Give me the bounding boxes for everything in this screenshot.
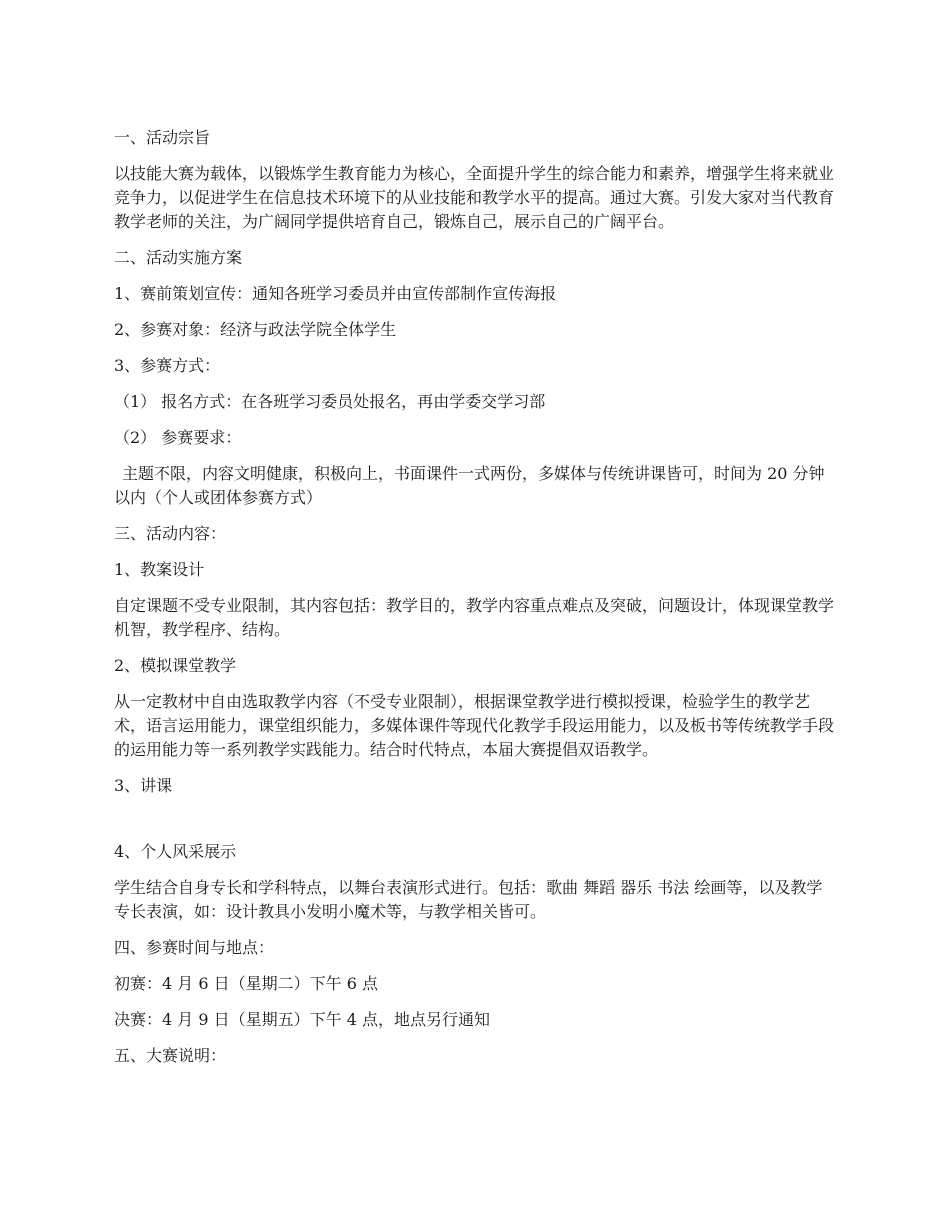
paragraph-final: 决赛：4 月 9 日（星期五）下午 4 点，地点另行通知 xyxy=(114,1010,490,1029)
paragraph-requirements: （2） 参赛要求： xyxy=(114,428,242,447)
paragraph-mock-teaching: 2、模拟课堂教学 xyxy=(114,656,237,675)
paragraph-lesson-plan-detail: 自定课题不受专业限制，其内容包括：教学目的，教学内容重点难点及突破，问题设计，体现课堂教学机智，教学程序、结构。 xyxy=(114,596,835,639)
paragraph-preliminary: 初赛：4 月 6 日（星期二）下午 6 点 xyxy=(114,974,378,993)
paragraph-plan-3: 3、参赛方式： xyxy=(114,356,221,375)
paragraph-lesson-plan: 1、教案设计 xyxy=(114,560,205,579)
section-heading-content: 三、活动内容： xyxy=(114,524,227,543)
paragraph-mock-teaching-detail: 从一定教材中自由选取教学内容（不受专业限制），根据课堂教学进行模拟授课，检验学生的教学艺术，语言运用能力，课堂组织能力，多媒体课件等现代化教学手段运用能力，以及板书等传统教学手段的运用能力等一系列教学实践能力。结合时代特点，本届大赛提倡双语教学。 xyxy=(114,692,835,759)
section-heading-time-place: 四、参赛时间与地点： xyxy=(114,938,275,957)
section-heading-purpose: 一、活动宗旨 xyxy=(114,128,211,147)
paragraph-talent-show: 4、个人风采展示 xyxy=(114,842,237,861)
section-heading-notes: 五、大赛说明： xyxy=(114,1046,227,1065)
paragraph-plan-1: 1、赛前策划宣传：通知各班学习委员并由宣传部制作宣传海报 xyxy=(114,284,557,303)
paragraph-purpose: 以技能大赛为载体，以锻炼学生教育能力为核心，全面提升学生的综合能力和素养，增强学生将来就业竞争力，以促进学生在信息技术环境下的从业技能和教学水平的提高。通过大赛。引发大家对当代教育教学老师的关注，为广阔同学提供培育自己，锻炼自己，展示自己的广阔平台。 xyxy=(114,164,835,231)
paragraph-requirements-detail: 主题不限，内容文明健康，积极向上，书面课件一式两份，多媒体与传统讲课皆可，时间为 20 分钟以内（个人或团体参赛方式） xyxy=(114,464,825,507)
section-heading-plan: 二、活动实施方案 xyxy=(114,248,243,267)
paragraph-talent-show-detail: 学生结合自身专长和学科特点，以舞台表演形式进行。包括：歌曲 舞蹈 器乐 书法 绘画等，以及教学专长表演，如：设计教具小发明小魔术等，与教学相关皆可。 xyxy=(114,878,823,921)
paragraph-lecture: 3、讲课 xyxy=(114,776,173,795)
blank-space xyxy=(114,810,838,840)
paragraph-registration: （1） 报名方式：在各班学习委员处报名，再由学委交学习部 xyxy=(114,392,546,411)
paragraph-plan-2: 2、参赛对象：经济与政法学院全体学生 xyxy=(114,320,397,339)
